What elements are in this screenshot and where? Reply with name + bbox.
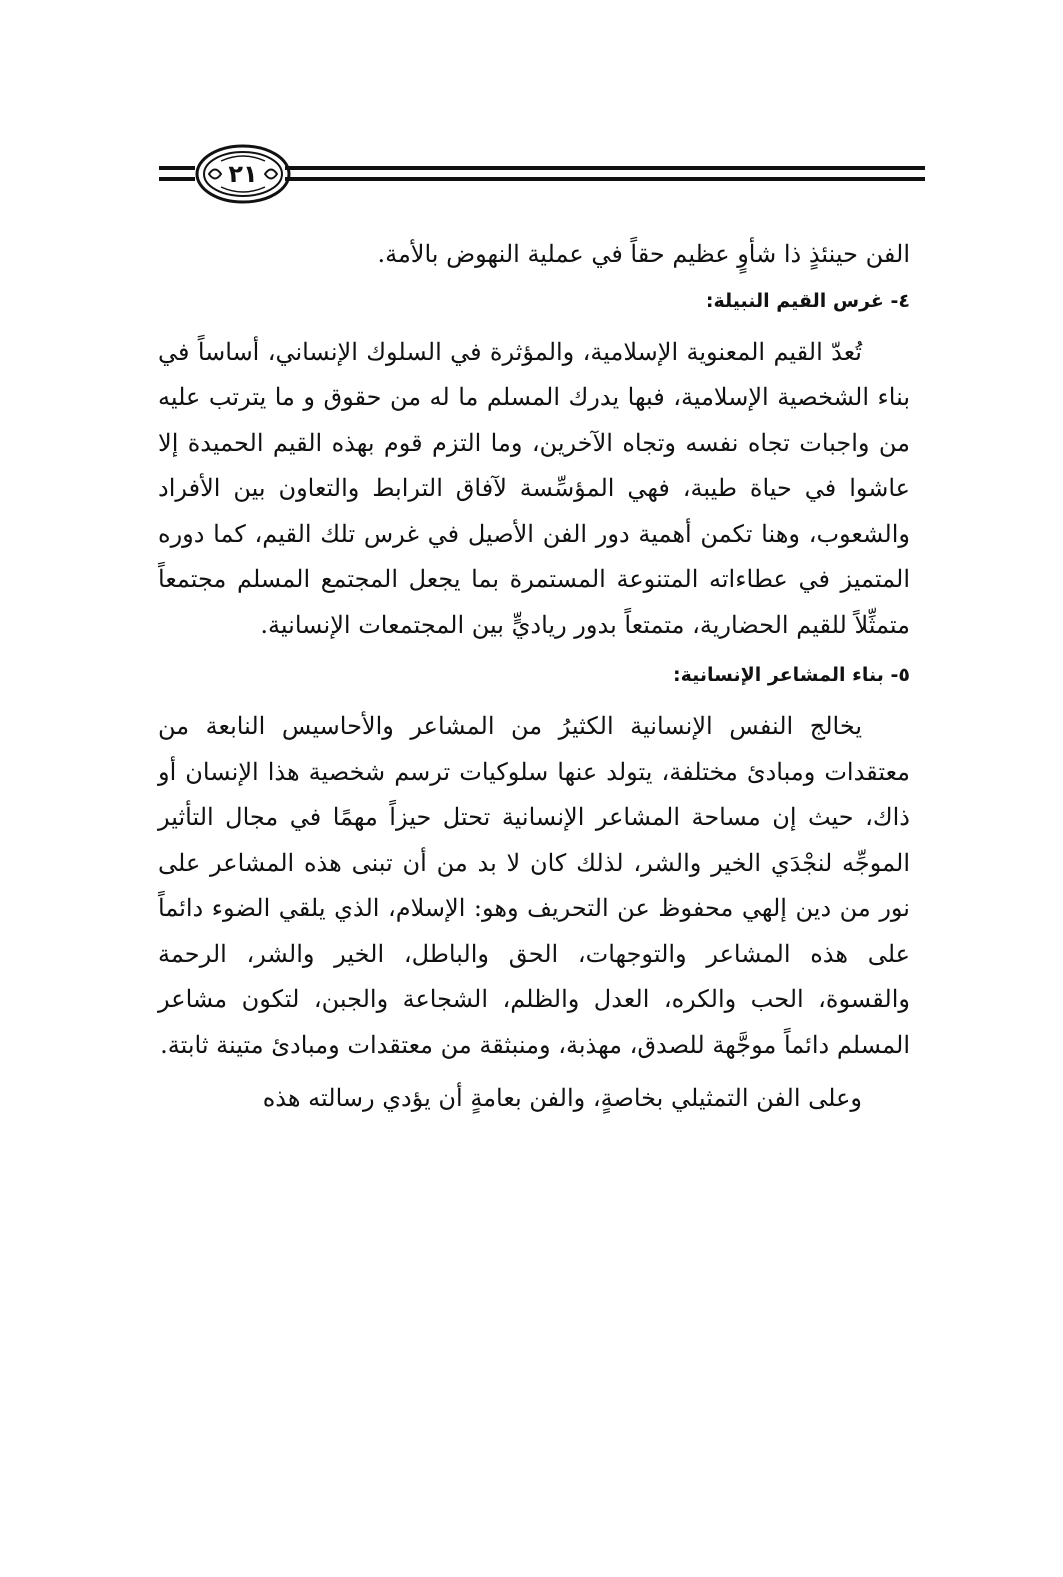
paragraph-3: يخالج النفس الإنسانية الكثيرُ من المشاعر والأحاسيس النابعة من معتقدات ومبادئ مختلفة، يتولد عنها سلوكيات ترسم شخصية هذا الإنسان أو ذاك، حيث إن مساحة المشاعر الإنسانية تحتل حيزاً مهمًا في مجال التأثير الموجِّه لنجْدَي الخير والشر، لذلك كان لا بد من أن تبنى هذه المشاعر على نور من دين إلهي محفوظ عن التحريف وهو: الإسلام، الذي يلقي الضوء دائماً على هذه المشاعر والتوجهات، الحق والباطل، الخير والشر، الرحمة والقسوة، الحب والكره، العدل والظلم، الشجاعة والجبن، لتكون مشاعر المسلم دائماً موجَّهة للصدق، مهذبة، ومنبثقة من معتقدات ومبادئ متينة ثابتة. (158, 712, 910, 1059)
section-heading-5: ٥- بناء المشاعر الإنسانية: (672, 664, 910, 686)
page-header (155, 135, 925, 215)
paragraph-1: الفن حينئذٍ ذا شأوٍ عظيم حقاً في عملية النهوض بالأمة. (377, 240, 910, 268)
paragraph-4: وعلى الفن التمثيلي بخاصةٍ، والفن بعامةٍ أن يؤدي رسالته هذه (262, 1084, 862, 1112)
page-number: ٢١ (228, 160, 258, 188)
header-rule-left (159, 166, 195, 181)
header-rule-right (285, 166, 925, 181)
page-body (158, 232, 910, 1122)
section-heading-4: ٤- غرس القيم النبيلة: (705, 289, 910, 312)
paragraph-2: تُعدّ القيم المعنوية الإسلامية، والمؤثرة في السلوك الإنساني، أساساً في بناء الشخصية الإسلامية، فبها يدرك المسلم ما له من حقوق و ما يترتب عليه من واجبات تجاه نفسه وتجاه الآخرين، وما التزم قوم بهذه القيم الحميدة إلا عاشوا في حياة طيبة، فهي المؤسِّسة لآفاق الترابط والتعاون بين الأفراد والشعوب، وهنا تكمن أهمية دور الفن الأصيل في غرس تلك القيم، كما دوره المتميز في عطاءاته المتنوعة المستمرة بما يجعل المجتمع المسلم مجتمعاً متمثِّلاً للقيم الحضارية، متمتعاً بدور رياديٍّ بين المجتمعات الإنسانية. (158, 337, 911, 639)
